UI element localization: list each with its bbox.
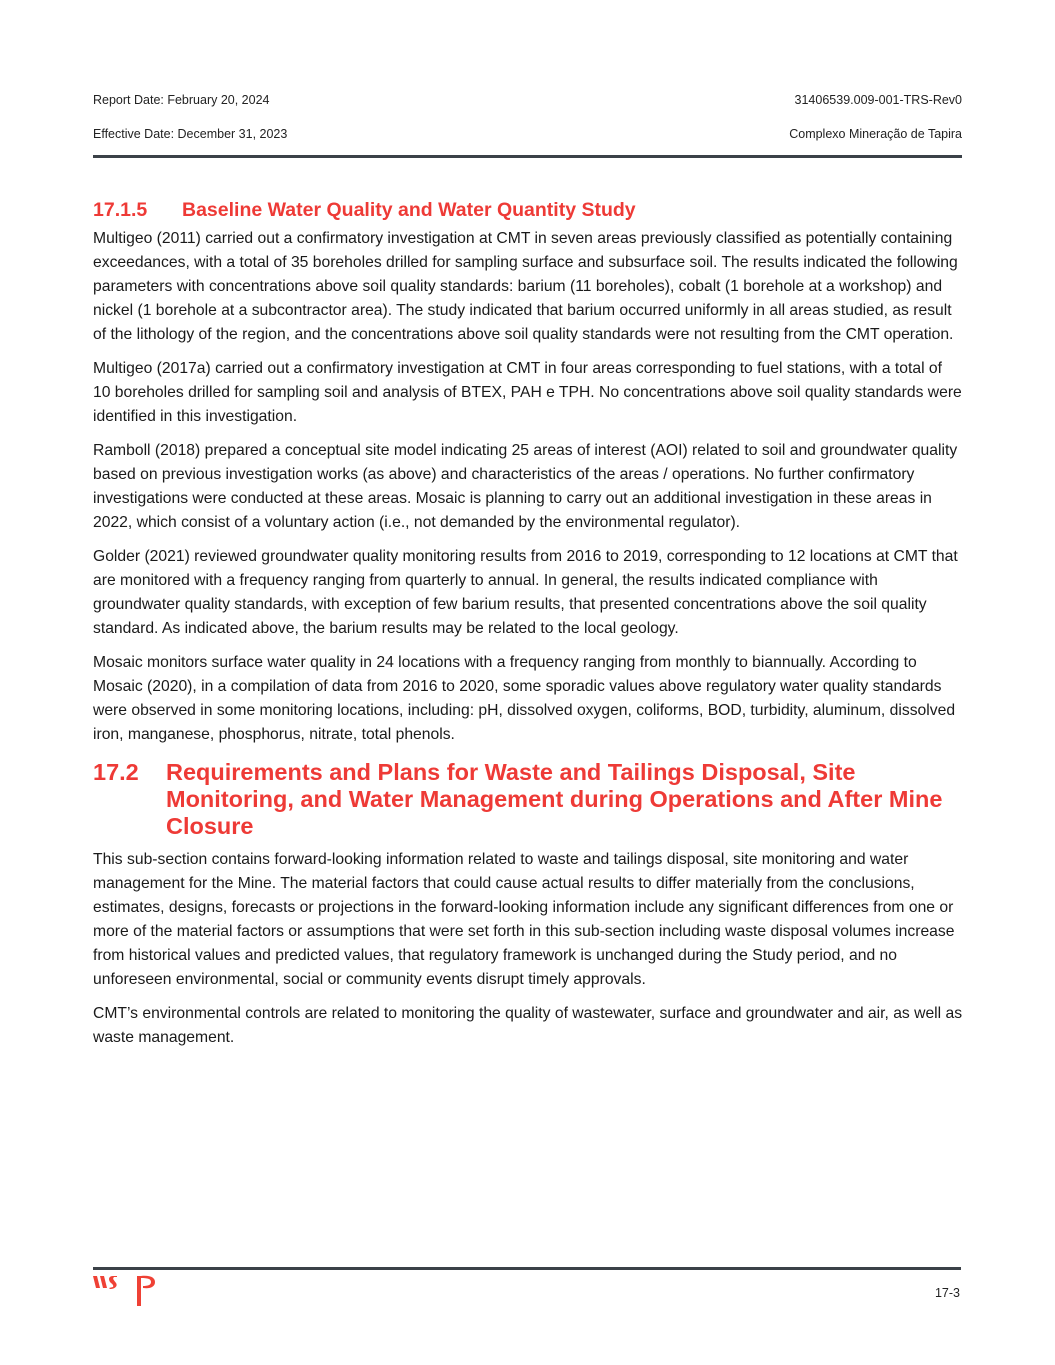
section-number: 17.1.5 bbox=[93, 199, 148, 221]
page-header bbox=[93, 93, 962, 161]
paragraph: CMT’s environmental controls are related to monitoring the quality of wastewater, surface and groundwater and air, as well as waste management. bbox=[93, 1005, 963, 1046]
page-number: 17-3 bbox=[934, 1286, 960, 1300]
paragraph: This sub-section contains forward-looking information related to waste and tailings disposal, site monitoring and water management for the Mine. The material factors that could cause actual results to differ materially from the conclusions, estimates, designs, forecasts or projections in the forward-looking information include any significant differences from one or more of the material factors or assumptions that were set forth in this sub-section including waste disposal volumes increase from historical values and predicted values, that regulatory framework is unchanged during the Study period, and no unforeseen environmental, social or community events disrupt timely approvals. bbox=[93, 851, 955, 988]
footer-divider bbox=[93, 1267, 961, 1270]
wsp-logo-icon bbox=[93, 1274, 157, 1308]
project-name: Complexo Mineração de Tapira bbox=[789, 127, 962, 141]
header-row-1 bbox=[93, 93, 962, 127]
paragraph: Golder (2021) reviewed groundwater quality monitoring results from 2016 to 2019, corresponding to 12 locations at CMT that are monitored with a frequency ranging from quarterly to annual. In general, the results indicated compliance with groundwater quality standards, with exception of few barium results, that presented concentrations above the soil quality standard. As indicated above, the barium results may be related to the local geology. bbox=[93, 548, 958, 637]
section-number: 17.2 bbox=[93, 759, 139, 785]
effective-date: Effective Date: December 31, 2023 bbox=[93, 127, 288, 141]
section-title: Baseline Water Quality and Water Quantity Study bbox=[182, 199, 636, 221]
document-number: 31406539.009-001-TRS-Rev0 bbox=[794, 93, 962, 107]
section-heading-17-1-5 bbox=[93, 197, 963, 223]
page-content bbox=[93, 197, 963, 1060]
paragraph: Multigeo (2017a) carried out a confirmatory investigation at CMT in four areas corresponding to fuel stations, with a total of 10 boreholes drilled for sampling soil and analysis of BTEX, PAH e TPH. No concentrations above soil quality standards were identified in this investigation. bbox=[93, 360, 962, 425]
paragraph: Ramboll (2018) prepared a conceptual site model indicating 25 areas of interest (AOI) related to soil and groundwater quality based on previous investigation works (as above) and characteristics of the areas / operations. No further confirmatory investigations were conducted at these areas. Mosaic is planning to carry out an additional investigation in these areas in 2022, which consist of a voluntary action (i.e., not demanded by the environmental regulator). bbox=[93, 442, 958, 531]
section-heading-17-2 bbox=[93, 759, 963, 840]
section-title: Requirements and Plans for Waste and Tailings Disposal, Site Monitoring, and Water Management during Operations and After Mine Closure bbox=[166, 759, 943, 839]
paragraph: Multigeo (2011) carried out a confirmatory investigation at CMT in seven areas previously classified as potentially containing exceedances, with a total of 35 boreholes drilled for sampling surface and subsurface soil. The results indicated the following parameters with concentrations above soil quality standards: barium (11 boreholes), cobalt (1 borehole at a workshop) and nickel (1 borehole at a subcontractor area). The study indicated that barium occurred uniformly in all areas studied, as result of the lithology of the region, and the concentrations above soil quality standards were not resulting from the CMT operation. bbox=[93, 230, 958, 343]
header-divider bbox=[93, 155, 962, 158]
report-date: Report Date: February 20, 2024 bbox=[93, 93, 270, 107]
paragraph: Mosaic monitors surface water quality in 24 locations with a frequency ranging from monthly to biannually. According to Mosaic (2020), in a compilation of data from 2016 to 2020, some sporadic values above regulatory water quality standards were observed in some monitoring locations, including: pH, dissolved oxygen, coliforms, BOD, turbidity, aluminum, dissolved iron, manganese, phosphorus, nitrate, total phenols. bbox=[93, 654, 956, 743]
